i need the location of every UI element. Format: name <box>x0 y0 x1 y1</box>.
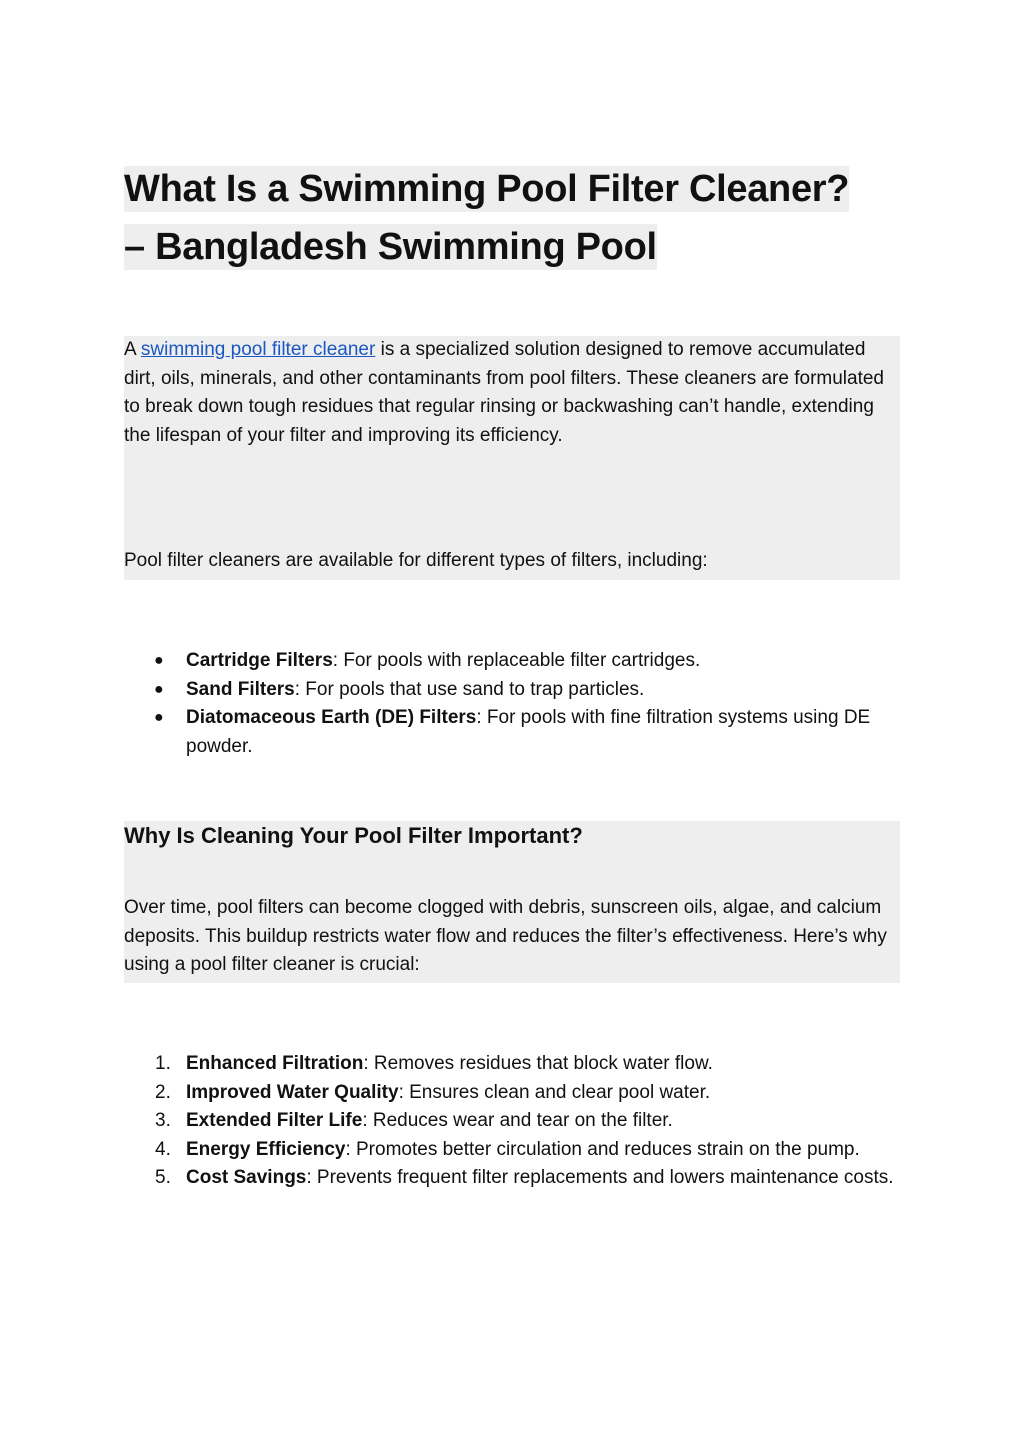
list-item <box>124 1079 900 1108</box>
filter-types-list <box>124 647 900 761</box>
bullet-marker: ● <box>154 709 164 726</box>
filter-cleaner-link[interactable]: swimming pool filter cleaner <box>140 339 376 360</box>
bullet-marker: ● <box>154 680 164 698</box>
list-item-desc: : Ensures clean and clear pool water. <box>398 1081 711 1103</box>
number-marker: 1. <box>155 1053 171 1074</box>
intro-rest: is a specialized solution designed to remove accumulated dirt, oils, minerals, and other contaminants from pool filters. These cleaners are formulated to break down tough residues that regular rinsing or backwashing can’t handle, extending the lifespan of your filter and improving its efficiency. <box>124 339 884 446</box>
number-marker: 3. <box>155 1110 171 1131</box>
list-item-desc: : Reduces wear and tear on the filter. <box>362 1110 673 1131</box>
list-item-name: Sand Filters <box>186 678 295 700</box>
list-item <box>124 647 900 676</box>
list-item-name: Energy Efficiency <box>186 1138 346 1160</box>
list-item-desc: : Removes residues that block water flow. <box>363 1053 713 1074</box>
number-marker: 2. <box>155 1081 171 1103</box>
list-item <box>124 1164 900 1193</box>
list-item-name: Diatomaceous Earth (DE) Filters <box>186 707 477 728</box>
title-line-2: – Bangladesh Swimming Pool <box>124 226 657 268</box>
bullet-marker: ● <box>154 652 164 669</box>
number-marker: 5. <box>155 1167 171 1188</box>
number-marker: 4. <box>155 1138 171 1160</box>
section-heading: Why Is Cleaning Your Pool Filter Important? <box>124 823 583 848</box>
list-item <box>124 704 900 761</box>
intro-paragraph <box>124 336 900 450</box>
list-item <box>124 1050 900 1079</box>
list-item-name: Cartridge Filters <box>186 650 333 671</box>
types-intro-paragraph: Pool filter cleaners are available for different types of filters, including: <box>124 550 708 571</box>
list-item-desc: : For pools with replaceable filter cartridges. <box>332 650 701 671</box>
list-item <box>124 1107 900 1136</box>
benefits-list <box>124 1050 900 1193</box>
page-title <box>124 160 900 276</box>
intro-prefix: A <box>124 339 141 360</box>
intro-block <box>124 336 900 580</box>
list-item <box>124 676 900 705</box>
list-item <box>124 1136 900 1165</box>
list-item-name: Cost Savings <box>186 1167 307 1188</box>
list-item-desc: : Prevents frequent filter replacements and lowers maintenance costs. <box>306 1167 894 1188</box>
list-item-desc: : For pools that use sand to trap particles. <box>294 678 645 700</box>
list-item-name: Extended Filter Life <box>186 1110 363 1131</box>
title-line-1: What Is a Swimming Pool Filter Cleaner? <box>124 168 850 210</box>
list-item-name: Improved Water Quality <box>186 1081 399 1103</box>
list-item-name: Enhanced Filtration <box>186 1053 364 1074</box>
section-paragraph: Over time, pool filters can become clogged with debris, sunscreen oils, algae, and calcium deposits. This buildup restricts water flow and reduces the filter’s effectiveness. Here’s why using a pool filter cleaner is crucial: <box>124 897 887 975</box>
list-item-desc: : For pools with fine filtration systems using DE powder. <box>186 707 871 757</box>
importance-block <box>124 821 900 983</box>
list-item-desc: : Promotes better circulation and reduces strain on the pump. <box>345 1138 860 1160</box>
